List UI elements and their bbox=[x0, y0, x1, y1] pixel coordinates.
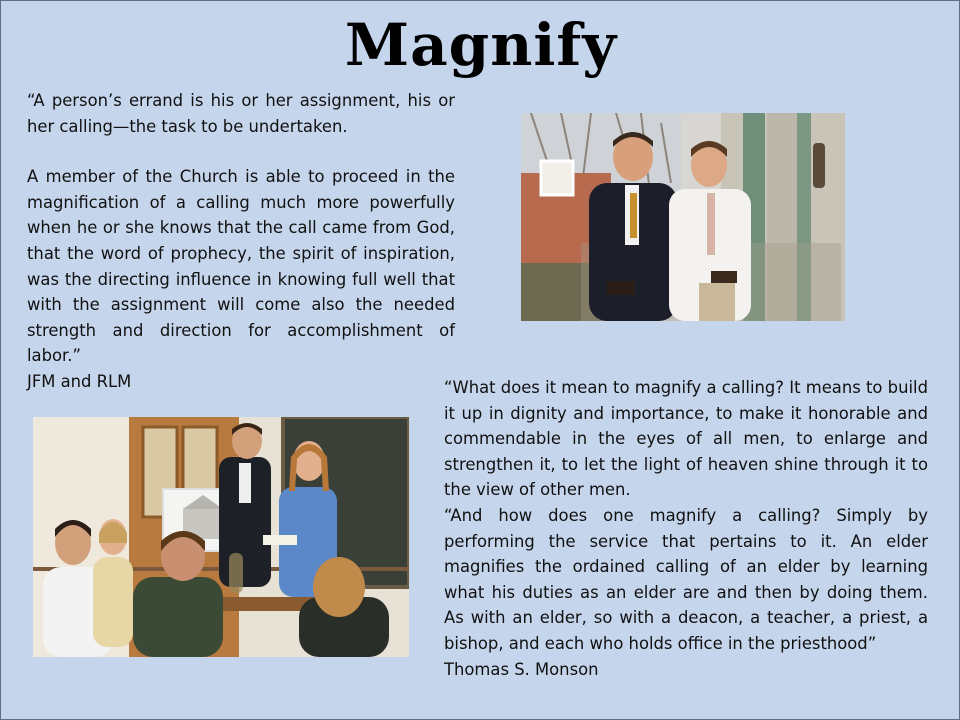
right-quote bbox=[444, 375, 928, 682]
right-quote-para-1: “What does it mean to magnify a calling? It means to build it up in dignity and importance, to make it honorable and commendable in the eyes of all men, to enlarge and strengthen it, to let the light of heaven shine through it to the view of other men. bbox=[444, 378, 928, 500]
left-quote bbox=[27, 88, 455, 395]
left-quote-attribution: JFM and RLM bbox=[27, 371, 132, 391]
slide-title: Magnify bbox=[344, 11, 618, 79]
classroom-lesson-photo bbox=[33, 417, 409, 657]
right-quote-para-2: “And how does one magnify a calling? Simply by performing the service that pertains to it. An elder magnifies the ordained calling of an elder by learning what his duties as an elder are and then by doing them. As with an elder, so with a deacon, a teacher, a priest, a bishop, and each who holds office in the priesthood” bbox=[444, 505, 928, 653]
left-quote-para-1: “A person’s errand is his or her assignment, his or her calling—the task to be undertaken. bbox=[27, 91, 455, 136]
missionaries-doorstep-photo bbox=[521, 113, 845, 321]
left-quote-para-2: A member of the Church is able to proceed in the magnification of a calling much more powerfully when he or she knows that the call came from God, that the word of prophecy, the spirit of inspiration, was the directing influence in knowing full well that with the assignment will come also the needed strength and direction for accomplishment of labor.” bbox=[27, 167, 455, 366]
right-quote-attribution: Thomas S. Monson bbox=[444, 659, 599, 679]
